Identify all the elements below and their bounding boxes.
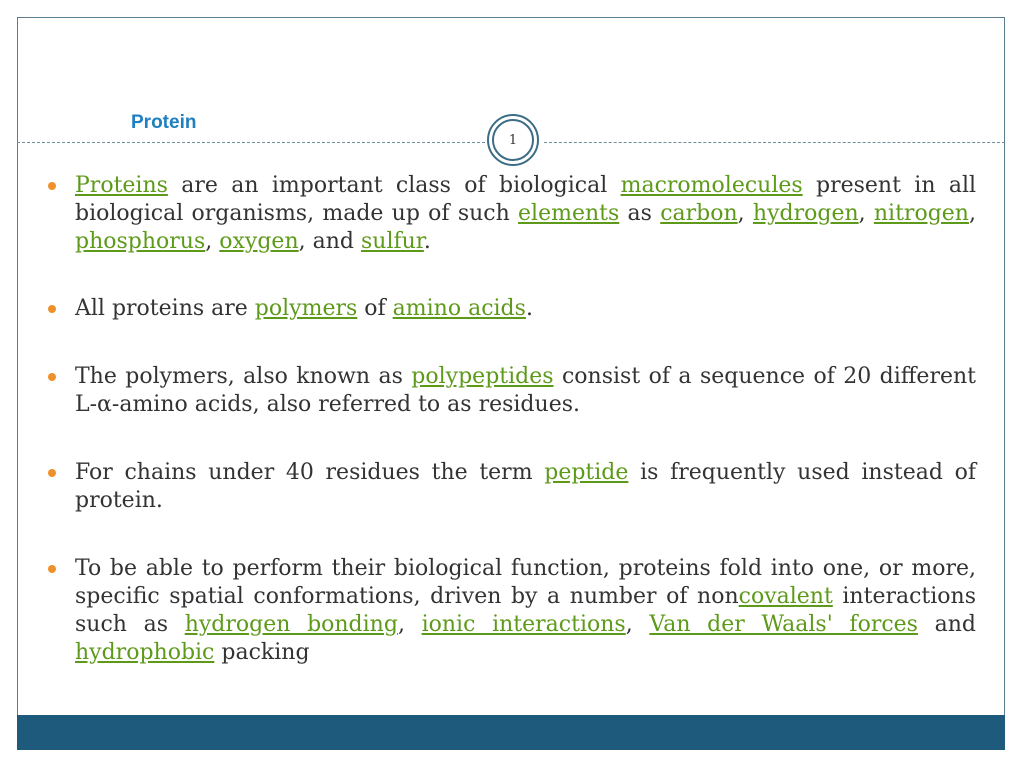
bullet-text: The polymers, also known as — [75, 364, 412, 389]
bullet-text: of — [357, 296, 393, 321]
bullet-text: , — [737, 201, 753, 226]
bullet-text: and — [917, 612, 977, 637]
bullet-item — [46, 555, 976, 667]
title-divider-left — [17, 142, 485, 143]
bullet-text: as — [619, 201, 661, 226]
bullet-text: . — [525, 296, 533, 321]
bullet-text: is frequently used instead of protein. — [75, 460, 976, 513]
bullet-text: All proteins are — [75, 296, 255, 321]
bullet-item — [46, 172, 976, 256]
bullet-text: consist of a sequence of 20 different L-α-amino acids, also referred to as residues. — [75, 364, 976, 417]
bullet-link[interactable]: hydrophobic — [75, 640, 215, 665]
bullet-link[interactable]: ionic interactions — [421, 612, 626, 637]
bullet-link[interactable]: Van der Waals' forces — [649, 612, 918, 637]
bullet-text: interactions such as — [75, 584, 976, 637]
bullet-link[interactable]: oxygen — [219, 229, 299, 254]
bullet-link[interactable]: phosphorus — [75, 229, 206, 254]
bullet-text: For chains under 40 residues the term — [75, 460, 545, 485]
title-divider-right — [544, 142, 1005, 143]
bullet-link[interactable]: elements — [518, 201, 620, 226]
bullet-text: To be able to perform their biological function, proteins fold into one, or more, specific spatial conformations, driven by a number of non — [75, 556, 976, 609]
bullet-link[interactable]: amino acids — [392, 296, 526, 321]
bullet-item — [46, 295, 976, 323]
page-number: 1 — [492, 119, 534, 161]
bullet-text: . — [423, 229, 431, 254]
bullet-link[interactable]: sulfur — [360, 229, 424, 254]
footer-bar — [17, 715, 1005, 750]
bullet-link[interactable]: hydrogen — [752, 201, 859, 226]
bullet-list — [46, 172, 976, 667]
bullet-text: are an important class of biological — [167, 173, 621, 198]
bullet-link[interactable]: nitrogen — [873, 201, 969, 226]
bullet-link[interactable]: carbon — [660, 201, 738, 226]
bullet-link[interactable]: covalent — [738, 584, 833, 609]
bullet-text: , — [625, 612, 650, 637]
bullet-text: , — [858, 201, 874, 226]
bullet-text: , — [397, 612, 422, 637]
bullet-item — [46, 459, 976, 515]
bullet-link[interactable]: peptide — [544, 460, 629, 485]
bullet-text: , and — [298, 229, 361, 254]
bullet-item — [46, 363, 976, 419]
bullet-link[interactable]: polymers — [254, 296, 358, 321]
bullet-text: packing — [214, 640, 310, 665]
bullet-text: , — [968, 201, 976, 226]
page-number-badge — [487, 114, 539, 166]
bullet-text: present in all biological organisms, made up of such — [75, 173, 977, 226]
bullet-link[interactable]: hydrogen bonding — [184, 612, 398, 637]
bullet-link[interactable]: macromolecules — [620, 173, 803, 198]
bullet-text: , — [205, 229, 220, 254]
slide-title: Protein — [131, 112, 197, 133]
bullet-link[interactable]: polypeptides — [411, 364, 554, 389]
bullet-link[interactable]: Proteins — [75, 173, 168, 198]
